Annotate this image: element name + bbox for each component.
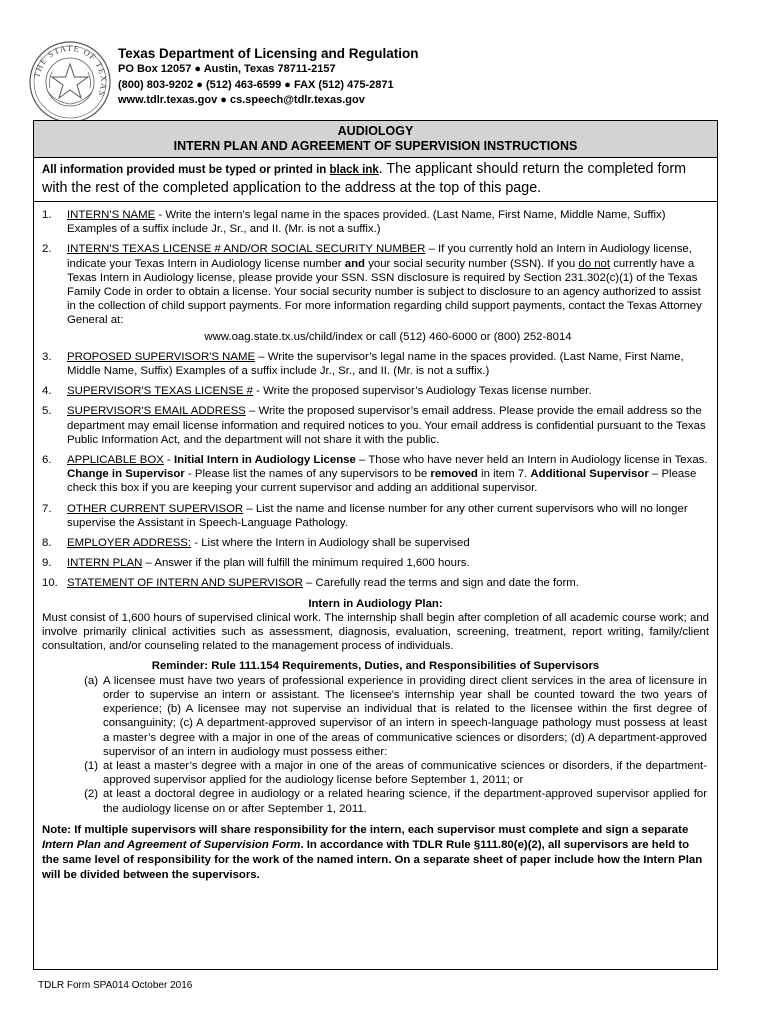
item-text: your social security number (SSN). If you: [365, 257, 579, 270]
item-text: – Carefully read the terms and sign and date the form.: [302, 577, 579, 590]
item-heading: INTERN PLAN: [67, 557, 143, 570]
seal-star-icon: [52, 64, 88, 98]
plan-title: Intern in Audiology Plan:: [308, 597, 443, 610]
texas-state-seal: [28, 40, 112, 124]
instructions-box: [33, 120, 718, 970]
item-number: 1.: [42, 209, 52, 221]
item-text: in item 7.: [477, 468, 531, 481]
list-item: [42, 208, 709, 236]
agency-name: Texas Department of Licensing and Regulation: [118, 46, 419, 61]
note-text: . In accordance with TDLR Rule §111.80(e)(2), all supervisors are held to the same level of responsibility for the work of the named intern. On a separate sheet of paper include how the Intern Plan will be divided between the supervisors.: [42, 838, 703, 882]
item-heading: STATEMENT OF INTERN AND SUPERVISOR: [67, 577, 303, 590]
item-text: – Write the proposed supervisor’s email address. Please provide the email address so the department may email license information and required notices to you. Your email address is confidential pursuant to the Texas Public Information Act, and the department will not share it with the public.: [67, 405, 706, 446]
note-text: Note: If multiple supervisors will share responsibility for the intern, each supervisor must complete and sign a separate: [42, 823, 689, 836]
reminder-title: Reminder: Rule 111.154 Requirements, Duties, and Responsibilities of Supervisors: [151, 660, 600, 673]
item-emphasis: removed: [430, 468, 478, 481]
item-emphasis: Change in Supervisor: [67, 468, 185, 481]
item-text: - Please list the names of any supervisors to be: [184, 468, 431, 481]
reminder-clause-2: [42, 787, 709, 815]
item-heading: SUPERVISOR'S TEXAS LICENSE #: [67, 385, 253, 398]
item-number: 8.: [42, 537, 52, 550]
list-item: [42, 242, 709, 343]
title-line1: AUDIOLOGY: [337, 124, 414, 138]
clause-text: at least a master’s degree with a major in one of the areas of communicative sciences or disorders, if the department-approved supervisor applied for the audiology license before September 1, 2011; or: [103, 759, 707, 787]
item-emphasis: Additional Supervisor: [530, 468, 649, 481]
title-bar: [34, 121, 717, 158]
list-item: [42, 453, 709, 496]
item-text: currently have a Texas Intern in Audiology license, please provide your SSN. SSN disclosure is required by Section 231.302(c)(1) of the Texas Family Code in order to obtain a license. Your social security number is subject to disclosure to an agency authorized to assist in the collection of child support payments. For more information regarding child support payments, contact the Texas Attorney General at:: [67, 257, 702, 327]
form-footer: TDLR Form SPA014 October 2016: [38, 980, 193, 991]
attorney-general-contact: www.oag.state.tx.us/child/index or call (512) 460-6000 or (800) 252-8014: [204, 330, 572, 343]
item-heading: EMPLOYER ADDRESS:: [67, 537, 192, 550]
item-number: 2.: [42, 243, 52, 256]
seal-ring-text: THE STATE OF TEXAS: [31, 42, 110, 99]
instructions-body: [34, 202, 717, 884]
item-text: - Write the proposed supervisor’s Audiology Texas license number.: [252, 385, 592, 398]
item-text: – Answer if the plan will fulfill the minimum required 1,600 hours.: [142, 557, 470, 570]
item-text: – Those who have never held an Intern in Audiology license in Texas.: [355, 454, 708, 467]
item-heading: SUPERVISOR'S EMAIL ADDRESS: [67, 405, 246, 418]
clause-marker: (2): [84, 788, 98, 801]
intro-period: .: [378, 161, 383, 177]
item-heading: OTHER CURRENT SUPERVISOR: [67, 502, 244, 515]
clause-text: A licensee must have two years of professional experience in providing direct client services in the area of licensure in order to supervise an intern or assistant. The licensee's internship year shall be counted toward the two years of experience; (b) A licensee may not supervise an individual that is related to the licensee within the first degree of consanguinity; (c) A department-approved supervisor of an intern in speech-language pathology must possess at least a master’s degree with a major in one of the areas of communicative sciences or disorders; (d) A department-approved supervisor of an intern in audiology must possess either:: [103, 674, 707, 758]
list-item: [42, 404, 709, 447]
item-emphasis: Initial Intern in Audiology License: [174, 454, 356, 467]
item-text: – List the name and license number for any other current supervisors who will no longer supervise the Assistant in Speech-Language Pathology.: [67, 502, 688, 529]
clause-text: at least a doctoral degree in audiology or a related hearing science, if the department-approved supervisor applied for the audiology license on or after September 1, 2011.: [103, 788, 707, 815]
multiple-supervisors-note: [42, 823, 709, 884]
item-number: 4.: [42, 385, 52, 398]
list-item: [42, 350, 709, 378]
item-number: 7.: [42, 502, 52, 515]
list-item: [42, 556, 709, 570]
intro-paragraph: [34, 158, 717, 202]
intro-bold-lead: All information provided must be typed or printed in: [42, 164, 330, 176]
agency-address: PO Box 12057 ● Austin, Texas 78711-2157: [118, 63, 336, 75]
item-text: – If you currently hold an Intern in Audiology license, indicate your Texas Intern in Audiology license number: [67, 243, 692, 270]
list-item: [42, 576, 709, 590]
item-number: 3.: [42, 350, 52, 363]
item-heading: APPLICABLE BOX: [67, 454, 164, 467]
agency-web: www.tdlr.texas.gov ● cs.speech@tdlr.texas.gov: [118, 94, 365, 106]
item-number: 6.: [42, 454, 52, 467]
item-text: – Please check this box if you are keeping your current supervisor and adding an additional supervisor.: [67, 468, 697, 495]
list-item: [42, 502, 709, 530]
item-heading: PROPOSED SUPERVISOR'S NAME: [67, 350, 256, 363]
item-heading: INTERN'S TEXAS LICENSE # AND/OR SOCIAL SECURITY NUMBER: [67, 243, 426, 256]
title-line2: INTERN PLAN AND AGREEMENT OF SUPERVISION INSTRUCTIONS: [173, 139, 578, 153]
plan-text: Must consist of 1,600 hours of supervised clinical work. The internship shall begin after completion of all academic course work; and involve primarily clinical activities such as assessment, diagnosis, evaluation, screening, treatment, report writing, family/client consultation, and/or counseling related to the management process of individuals.: [42, 611, 709, 653]
clause-marker: (1): [84, 759, 98, 772]
item-heading: INTERN'S NAME: [67, 209, 156, 221]
item-emphasis: do not: [578, 257, 611, 270]
item-text: - List where the Intern in Audiology shall be supervised: [191, 537, 470, 550]
clause-marker: (a): [84, 674, 98, 687]
intro-rest: The applicant should return the completed form with the rest of the completed application to the address at the top of this page.: [42, 161, 687, 196]
item-text: - Write the intern’s legal name in the spaces provided. (Last Name, First Name, Middle Name, Suffix) Examples of a suffix include Jr., Sr., and II. (Mr. is not a suffix.): [67, 209, 666, 236]
agency-phones: (800) 803-9202 ● (512) 463-6599 ● FAX (512) 475-2871: [118, 78, 394, 91]
item-text: -: [163, 454, 174, 467]
note-form-name: Intern Plan and Agreement of Supervision Form: [42, 838, 301, 851]
list-item: [42, 536, 709, 550]
item-text: – Write the supervisor’s legal name in the spaces provided. (Last Name, First Name, Middle Name, Suffix) Examples of a suffix include Jr., Sr., and II. (Mr. is not a suffix.): [67, 350, 684, 378]
reminder-clause-1: [42, 759, 709, 787]
list-item: [42, 384, 709, 398]
intro-ink: black ink: [329, 164, 379, 176]
item-number: 10.: [42, 577, 58, 590]
item-number: 9.: [42, 557, 52, 570]
item-number: 5.: [42, 405, 52, 418]
item-emphasis: and: [344, 257, 366, 270]
reminder-clause-a: [42, 674, 709, 759]
agency-header: [118, 45, 419, 109]
